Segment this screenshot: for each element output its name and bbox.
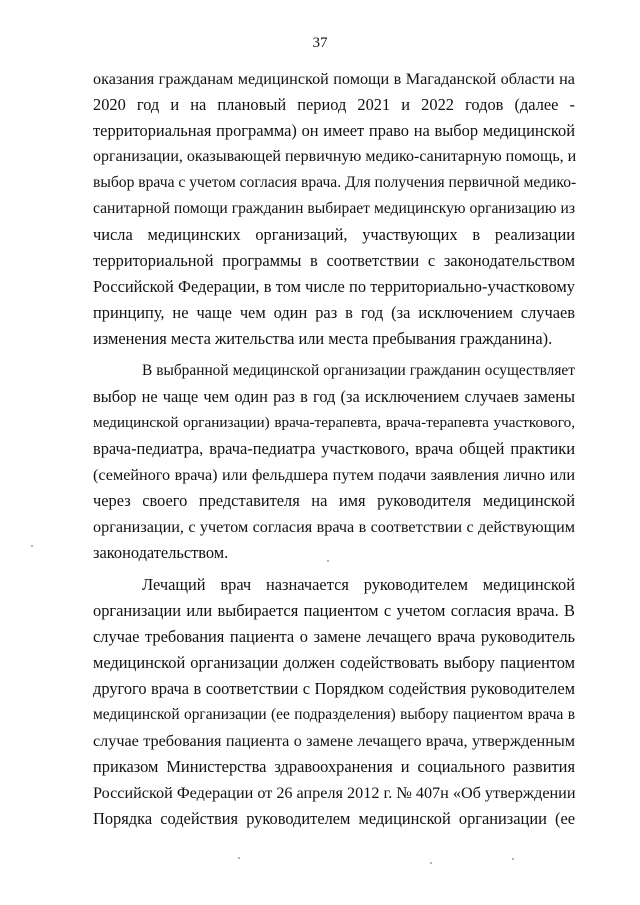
text-line: другого врача в соответствии с Порядком содействия руководителем [93,679,575,698]
text-line: организации, с учетом согласия врача в соответствии с действующим [93,518,575,536]
text-line: принципу, не чаще чем один раз в год (за исключением случаев [93,303,575,322]
text-line: санитарной помощи гражданин выбирает медицинскую организацию из [93,200,575,217]
text-line: выбор не чаще чем один раз в год (за исключением случаев замены [93,387,575,406]
text-line: 2020 год и на плановый период 2021 и 2022 годов (далее - [93,95,575,114]
text-line: организации, оказывающей первичную медико-санитарную помощь, и [93,148,577,165]
scan-speck [327,560,329,562]
text-line: числа медицинских организаций, участвующих в реализации [93,225,575,244]
text-line: случае требования пациента о замене лечащего врача, утвержденным [93,732,575,750]
scan-speck [238,857,240,859]
scan-speck [512,858,514,860]
text-line: выбор врача с учетом согласия врача. Для получения первичной медико- [93,174,577,191]
text-line: медицинской организации) врача-терапевта, врача-терапевта участкового, [93,414,575,431]
scan-speck [31,545,33,547]
text-line: медицинской организации (ее подразделения) выбору пациентом врача в [93,706,575,723]
text-line: врача-педиатра, врача-педиатра участкового, врача общей практики [93,439,575,458]
text-line: территориальная программа) он имеет право на выбор медицинской [93,121,575,140]
text-line: организации или выбирается пациентом с учетом согласия врача. В [93,601,575,620]
paragraph-3 [93,572,575,832]
text-line: Российской Федерации, в том числе по территориально-участковому [93,277,575,296]
text-line: (семейного врача) или фельдшера путем подачи заявления лично или [93,466,575,484]
text-line: Российской Федерации от 26 апреля 2012 г. № 407н «Об утверждении [93,784,576,802]
text-line: через своего представителя на имя руководителя медицинской [93,491,575,510]
text-line: В выбранной медицинской организации гражданин осуществляет [142,362,575,379]
document-body [93,66,575,832]
text-line: Лечащий врач назначается руководителем медицинской [142,575,575,594]
scan-speck [430,862,432,864]
page-number: 37 [312,35,328,51]
text-line: изменения места жительства или места пребывания гражданина). [93,329,553,348]
paragraph-2 [93,358,575,566]
text-line: оказания гражданам медицинской помощи в Магаданской области на [93,70,575,88]
text-line: Порядка содействия руководителем медицинской организации (ее [93,809,575,828]
paragraph-1 [93,66,575,352]
text-line: приказом Министерства здравоохранения и социального развития [93,757,575,776]
text-line: территориальной программы в соответствии с законодательством [93,251,575,270]
text-line: медицинской организации должен содействовать выбору пациентом [93,653,575,672]
text-line: случае требования пациента о замене лечащего врача руководитель [93,627,575,646]
text-line: законодательством. [93,543,229,562]
